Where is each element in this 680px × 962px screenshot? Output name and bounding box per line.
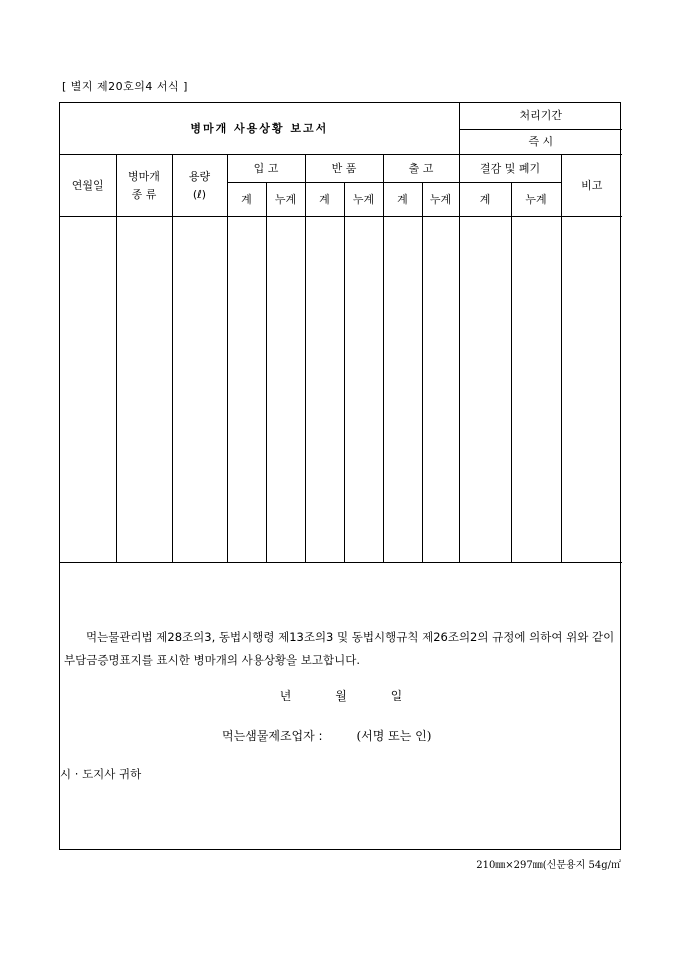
- sub-cumulative: 누계: [511, 182, 561, 216]
- col-shipment: 출 고: [383, 154, 459, 182]
- sub-cumulative: 누계: [344, 182, 383, 216]
- col-returns: 반 품: [305, 154, 383, 182]
- col-capacity-line2: (ℓ): [192, 187, 207, 201]
- column-divider: [116, 217, 117, 562]
- col-cap-type-line1: 병마개: [128, 169, 160, 183]
- entry-area[interactable]: [60, 217, 622, 562]
- statement-text: 먹는물관리법 제28조의3, 동법시행령 제13조의3 및 동법시행규칙 제26조의2의 규정에 의하여 위와 같이 부담금증명표지를 표시한 병마개의 사용상황을 보고합니다.: [64, 630, 615, 667]
- header-table: [60, 103, 622, 217]
- column-divider: [422, 217, 423, 562]
- processing-period-value: 즉 시: [459, 129, 622, 154]
- sub-total: 계: [227, 182, 266, 216]
- col-cap-type-line2: 종 류: [131, 187, 157, 201]
- col-loss-disposal: 결감 및 폐기: [459, 154, 561, 182]
- paper-spec: 210㎜×297㎜(신문용지 54g/㎡: [476, 860, 621, 871]
- processing-period-label: 처리기간: [459, 103, 622, 129]
- column-divider: [459, 217, 460, 562]
- column-divider: [305, 217, 306, 562]
- year-label: 년: [279, 689, 292, 703]
- signature-placeholder: (서명 또는 인): [356, 729, 432, 743]
- column-divider: [344, 217, 345, 562]
- sub-total: 계: [305, 182, 344, 216]
- sub-cumulative: 누계: [422, 182, 459, 216]
- col-cap-type: [116, 154, 172, 216]
- date-line[interactable]: [60, 687, 622, 704]
- column-divider: [383, 217, 384, 562]
- signer-line[interactable]: [222, 727, 431, 744]
- sub-cumulative: 누계: [266, 182, 305, 216]
- section-divider: [60, 562, 622, 563]
- column-divider: [511, 217, 512, 562]
- signer-label: 먹는샘물제조업자 :: [222, 729, 323, 743]
- col-date: 연월일: [60, 154, 116, 216]
- day-label: 일: [390, 689, 403, 703]
- sub-total: 계: [383, 182, 422, 216]
- month-label: 월: [335, 689, 347, 703]
- form-title: 병마개 사용상황 보고서: [60, 103, 459, 154]
- col-capacity: [172, 154, 227, 216]
- column-divider: [172, 217, 173, 562]
- column-divider: [561, 217, 562, 562]
- col-remarks: 비고: [561, 154, 622, 216]
- report-form: [59, 102, 621, 850]
- column-divider: [266, 217, 267, 562]
- addressee: 시 · 도지사 귀하: [60, 767, 142, 781]
- sub-total: 계: [459, 182, 511, 216]
- column-divider: [227, 217, 228, 562]
- col-capacity-line1: 용량: [188, 169, 211, 183]
- col-receipt: 입 고: [227, 154, 305, 182]
- form-number: [ 별지 제20호의4 서식 ]: [62, 80, 188, 93]
